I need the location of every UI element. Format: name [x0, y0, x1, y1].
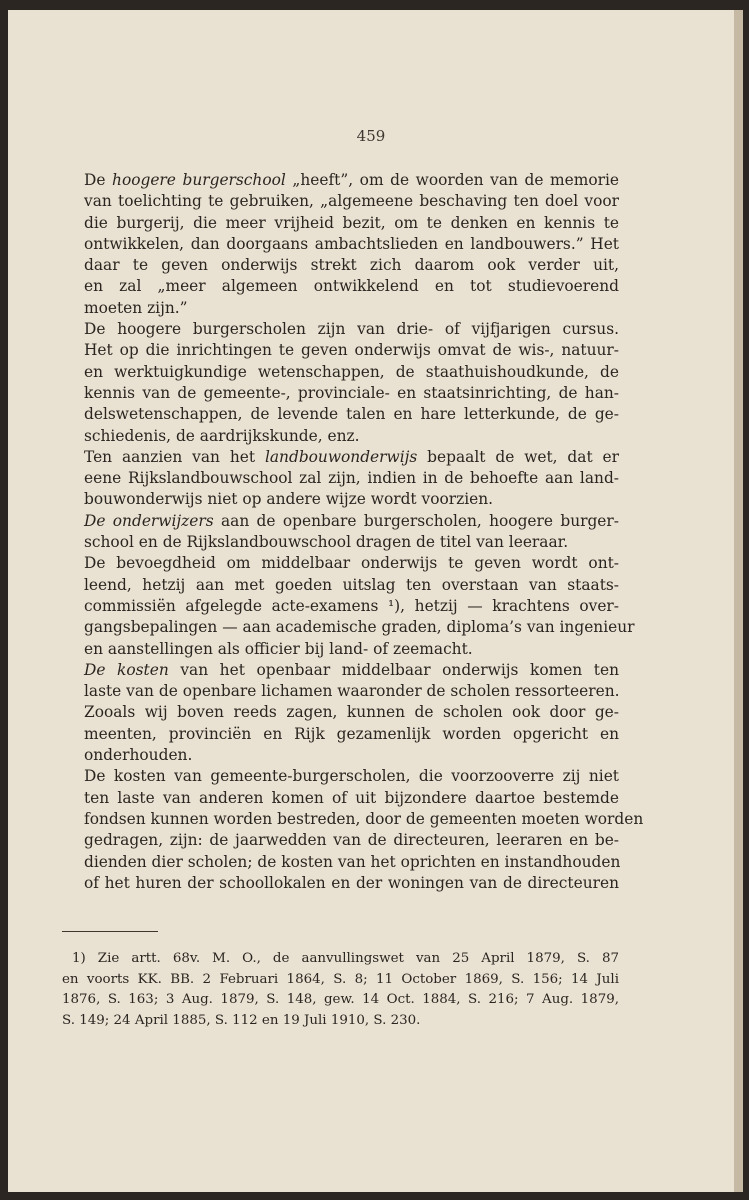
- text-line: meenten, provinciën en Rijk gezamenlijk worden opgericht en: [84, 724, 619, 743]
- text-line: fondsen kunnen worden bestreden, door de gemeenten moeten worden: [84, 809, 644, 828]
- italic-term: landbouwonderwijs: [264, 447, 418, 466]
- text-line: De hoogere burgerscholen zijn van drie- of vijfjarigen cursus.: [84, 320, 619, 339]
- italic-term: hoogere burgerschool: [112, 171, 286, 189]
- text-line: De bevoegdheid om middelbaar onderwijs te geven wordt ont-: [84, 554, 619, 573]
- page-edge: [734, 10, 743, 1192]
- footnote-line: 1) Zie artt. 68v. M. O., de aanvullingswet van 25 April 1879, S. 87: [72, 951, 619, 966]
- text-line: gangsbepalingen — aan academische graden, diploma’s van ingenieur: [84, 618, 635, 637]
- text-line: eene Rijkslandbouwschool zal zijn, indien in de behoefte aan land-: [84, 469, 619, 488]
- text-line: die burgerij, die meer vrijheid bezit, om te denken en kennis te: [84, 213, 619, 232]
- text-line: bouwonderwijs niet op andere wijze wordt voorzien.: [84, 490, 494, 509]
- text-line: onderhouden.: [84, 746, 193, 765]
- text-line: laste van de openbare lichamen waaronder de scholen ressorteeren.: [84, 682, 620, 701]
- text-line: en zal „meer algemeen ontwikkelend en tot studievoerend: [84, 277, 619, 296]
- text-line: kennis van de gemeente-, provinciale- en staatsinrichting, de han-: [84, 383, 619, 402]
- paragraph: [62, 660, 619, 766]
- footnote-line: en voorts KK. BB. 2 Februari 1864, S. 8; 11 October 1869, S. 156; 14 Juli: [62, 971, 619, 987]
- text-line: De hoogere burgerschool „heeft”, om de woorden van de memorie: [84, 171, 619, 189]
- text-line: Ten aanzien van het landbouwonderwijs bepaalt de wet, dat er: [84, 447, 620, 466]
- text-line: Zooals wij boven reeds zagen, kunnen de scholen ook door ge-: [84, 703, 619, 722]
- text-line: ontwikkelen, dan doorgaans ambachtslieden en landbouwers.” Het: [84, 234, 619, 253]
- body-text: [62, 170, 644, 894]
- text-line: commissiën afgelegde acte-examens ¹), hetzij — krachtens over-: [84, 596, 619, 615]
- text-line: De kosten van het openbaar middelbaar onderwijs komen ten: [84, 660, 619, 679]
- text-line: delswetenschappen, de levende talen en hare letterkunde, de ge-: [84, 405, 619, 424]
- footnote-line: 1876, S. 163; 3 Aug. 1879, S. 148, gew. 14 Oct. 1884, S. 216; 7 Aug. 1879,: [62, 992, 619, 1007]
- text-line: en werktuigkundige wetenschappen, de staathuishoudkunde, de: [84, 362, 619, 381]
- text-line: en aanstellingen als officier bij land- of zeemacht.: [84, 639, 473, 658]
- footnote-line: S. 149; 24 April 1885, S. 112 en 19 Juli 1910, S. 230.: [62, 1012, 421, 1028]
- paragraph: [62, 447, 619, 511]
- paragraph: [62, 553, 635, 659]
- text-line: leend, hetzij aan met goeden uitslag ten overstaan van staats-: [84, 575, 619, 594]
- text-line: school en de Rijkslandbouwschool dragen de titel van leeraar.: [84, 533, 569, 552]
- text-line: dienden dier scholen; de kosten van het oprichten en instandhouden: [84, 852, 621, 871]
- footnote-rule: [62, 931, 158, 932]
- paragraph: [62, 511, 619, 554]
- paragraph: [62, 766, 644, 894]
- text-line: van toelichting te gebruiken, „algemeene beschaving ten doel voor: [84, 192, 619, 211]
- italic-term: De onderwijzers: [84, 511, 214, 530]
- text-line: gedragen, zijn: de jaarwedden van de directeuren, leeraren en be-: [84, 831, 619, 850]
- page-number: 459: [356, 127, 386, 145]
- text-line: ten laste van anderen komen of uit bijzondere daartoe bestemde: [84, 788, 619, 807]
- paragraph: [62, 170, 619, 319]
- text-line: of het huren der schoollokalen en der woningen van de directeuren: [84, 873, 619, 892]
- text-line: moeten zijn.”: [84, 298, 188, 317]
- text-line: De kosten van gemeente-burgerscholen, die voorzooverre zij niet: [84, 767, 619, 786]
- text-line: Het op die inrichtingen te geven onderwijs omvat de wis-, natuur-: [84, 341, 619, 360]
- italic-term: De kosten: [84, 660, 169, 679]
- text-line: daar te geven onderwijs strekt zich daarom ook verder uit,: [84, 256, 619, 275]
- text-line: De onderwijzers aan de openbare burgerscholen, hoogere burger-: [84, 511, 619, 530]
- paragraph: [62, 319, 619, 447]
- footnote: [62, 949, 619, 1031]
- book-page: [8, 10, 734, 1192]
- text-line: schiedenis, de aardrijkskunde, enz.: [84, 426, 360, 445]
